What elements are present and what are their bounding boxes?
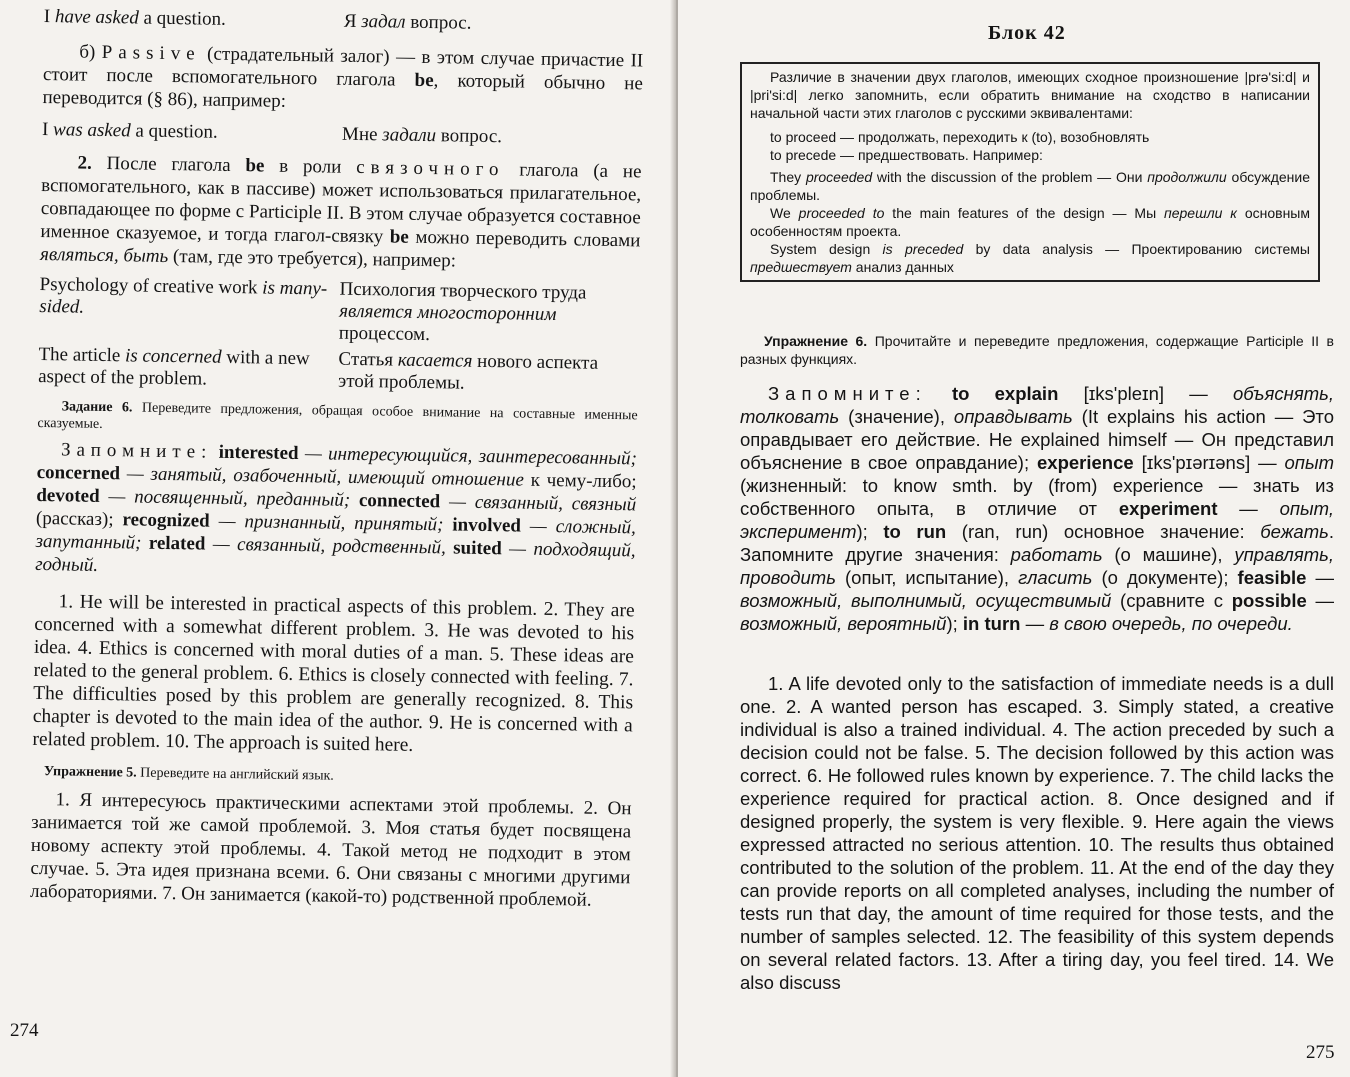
task-6-sentences: 1. He will be interested in practical aspects of this problem. 2. They are concerned with a somewhat different problem. 3. He was devoted to his idea. 4. Ethics is concerned with moral duties of a man. 5. These ideas are related to the general problem. 6. Ethics is closely connected with feeling. 7. The difficulties posed by this problem are generally recognized. 8. This chapter is devoted to the main idea of the author. 9. He is concerned with a related problem. 10. The approach is suited here.	[32, 591, 635, 756]
passive-paragraph: б) Passive (страдательный залог) — в этом случае причастие II стоит после вспомогательного глагола be, который обычно не переводится (§ 86), например:	[42, 41, 644, 112]
vocabulary-paragraph: Запомните: interested — интересующийся, заинтересованный; concerned — занятый, озабоченный, имеющий отношение к чему-либо; devoted — посвященный, преданный; connected — связанный, связный (рассказ); recognized — признанный, принятый; involved — сложный, запутанный; related — связанный, родственный, suited — подходящий, годный.	[35, 439, 638, 576]
exercise-5-heading: Упражнение 5. Переведите на английский язык.	[43, 764, 334, 784]
page-275	[678, 0, 1350, 1077]
section-2-paragraph: 2. После глагола be в роли связочного глагола (а не вспомогательного, как в пассиве) может использоваться прилагательное, совпадающее по форме с Participle II. В этом случае образуется составное именное сказуемое, и тогда глагол-связку be можно переводить словами являться, быть (там, где это требуется), например:	[39, 152, 642, 272]
box-proceed: to proceed — продолжать, переходить к (to), возобновлять	[770, 129, 1150, 145]
box-intro: Различие в значении двух глаголов, имеющих сходное произношение |prə'si:d| и |pri'si:d| легко запомнить, если обратить внимание на сходство в написании начальной части этих глаголов с русскими эквивалентами:	[750, 69, 1310, 121]
page-number: 275	[1306, 1042, 1335, 1063]
example-row-2: I was asked a question. Мне задали вопрос.	[41, 118, 503, 148]
page-number: 274	[10, 1020, 39, 1041]
box-example-1: They proceeded with the discussion of the problem — Они продолжили обсуждение проблемы.	[750, 169, 1311, 203]
task-6-heading: Задание 6. Переведите предложения, обращая особое внимание на составные именные сказуемые.	[37, 399, 638, 432]
example-row-4: The article is concerned with a new aspect of the problem. Статья касается нового аспекта этой проблемы.	[38, 343, 599, 394]
exercise-6-sentences: 1. A life devoted only to the satisfaction of immediate needs is a dull one. 2. A wanted person has escaped. 3. Simply stated, a creative individual is also a trained individual. 4. The action preceded by such a decision could not be false. 5. The decision followed by this action was correct. 6. He followed rules known by experience. 7. The child lacks the experience required for practical action. 8. Once designed and if designed properly, the system is very flexible. 9. Here again the views expressed attracted no serious attention. 10. The results thus obtained contributed to the solution of the problem. 11. At the end of the day they can provide reports on all completed analyses, including the number of tests run that day, the amount of time required for those tests, and the number of samples selected. 12. The feasibility of this system depends on several related factors. 13. After a tiring day, you feel tired. 14. We also discuss	[740, 673, 1334, 993]
exercise-5-body: 1. Я интересуюсь практическими аспектами этой проблемы. 2. Он занимается той же самой проблемой. 3. Моя статья будет посвящена новому аспекту этой проблемы. 4. Такой метод не подходит в этом случае. 5. Эта идея признана всеми. 6. Они связаны с многими другими лабораториями. 7. Он занимается (какой-то) родственной проблемой.	[29, 789, 632, 911]
box-example-3: System design is preceded by data analysis — Проектированию системы предшествует анализ данных	[750, 241, 1310, 275]
box-precede: to precede — предшествовать. Например:	[770, 147, 1043, 163]
info-box	[740, 62, 1320, 282]
example-en: I have asked a question.	[43, 6, 227, 30]
example-row-3: Psychology of creative work is many-sided. Психология творческого труда является многосторонним процессом.	[39, 273, 587, 346]
example-row-1	[44, 6, 644, 37]
box-example-2: We proceeded to the main features of the design — Мы перешли к основным особенностям проекта.	[750, 205, 1310, 239]
block-title: Блок 42	[988, 22, 1066, 44]
left-text-column	[30, 6, 644, 912]
example-ru: Я задал вопрос.	[343, 10, 472, 34]
exercise-6-heading: Упражнение 6. Прочитайте и переведите предложения, содержащие Participle II в разных функциях.	[740, 333, 1334, 367]
remember-paragraph: Запомните: to explain [ɪks'pleɪn] — объяснять, толковать (значение), оправдывать (It explains his action — Это оправдывает его действие. He explained himself — Он представил объяснение в свое оправдание); experience [ɪks'pɪərɪəns] — опыт (жизненный: to know smth. by (from) experience — знать из собственного опыта, в отличие от experiment — опыт, эксперимент); to run (ran, run) основное значение: бежать. Запомните другие значения: работать (о машине), управлять, проводить (опыт, испытание), гласить (о документе); feasible — возможный, выполнимый, осуществимый (сравните с possible — возможный, вероятный); in turn — в свою очередь, по очереди.	[740, 383, 1335, 634]
